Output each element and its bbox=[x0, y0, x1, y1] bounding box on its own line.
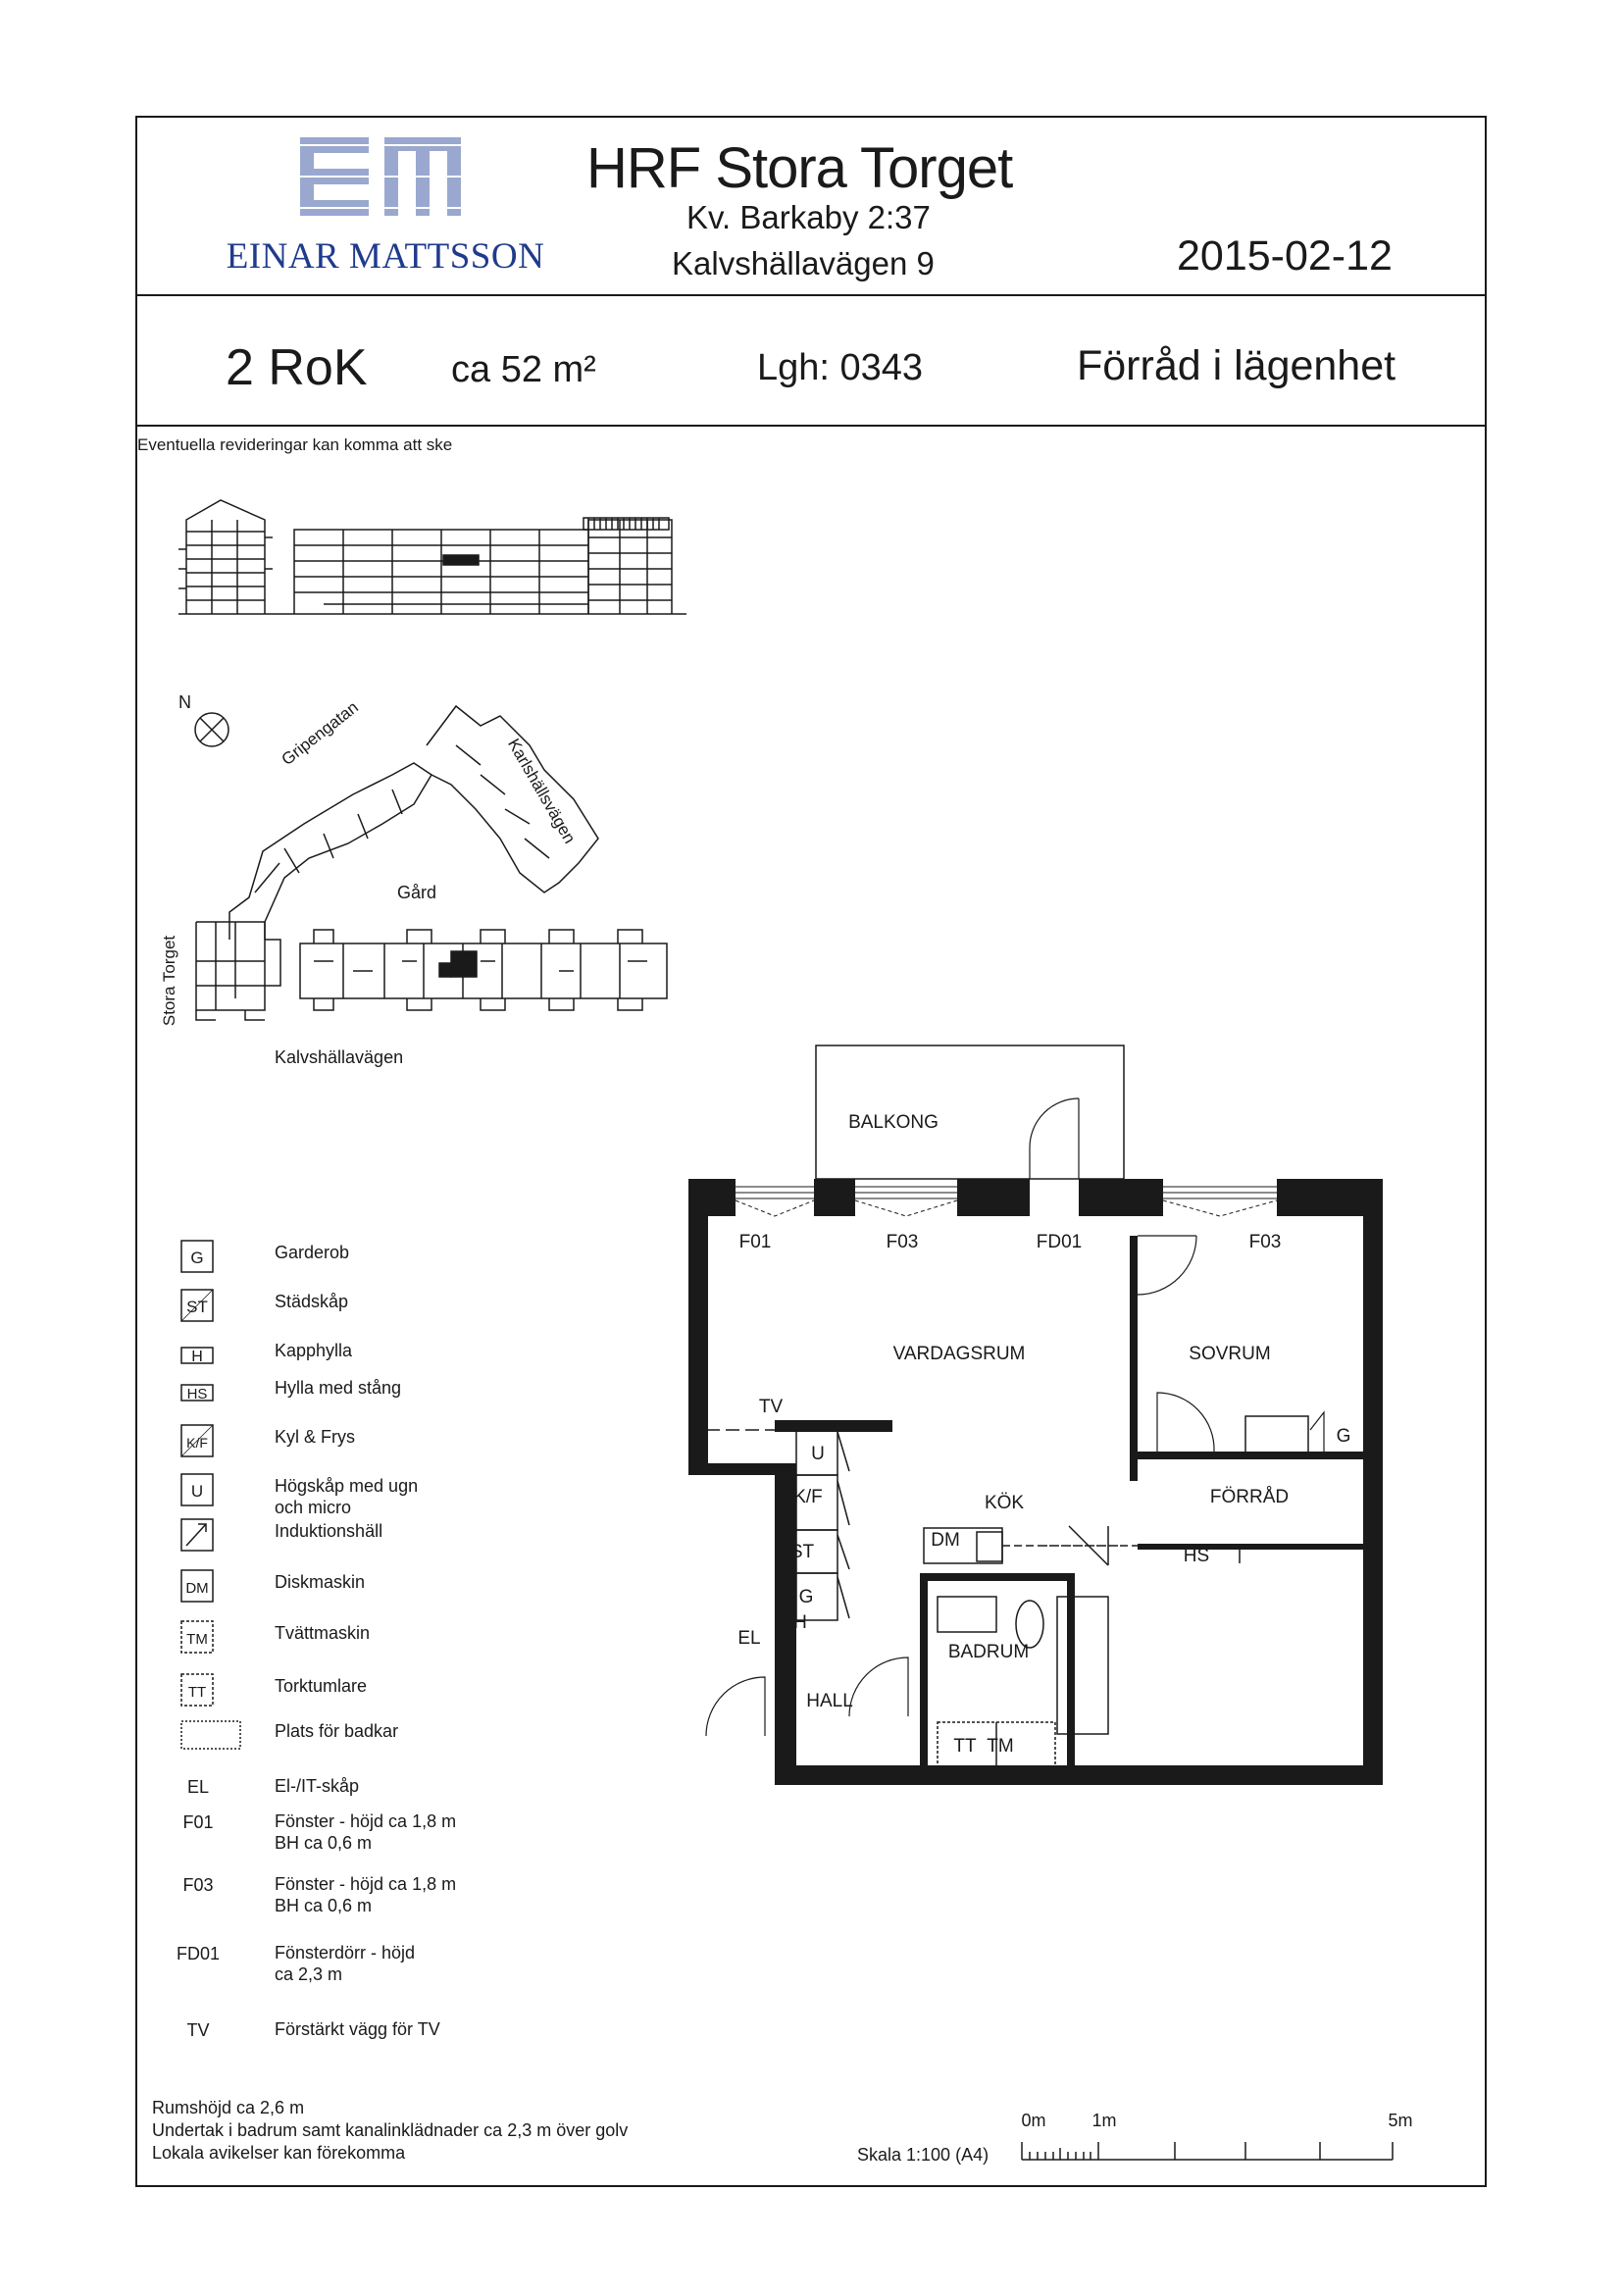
legend-code: F03 bbox=[182, 1875, 214, 1895]
tv-wall-label: TV bbox=[758, 1397, 784, 1417]
storage-note: Förråd i lägenhet bbox=[1077, 342, 1396, 389]
north-label: N bbox=[178, 692, 191, 712]
fridge-freezer-label: K/F bbox=[793, 1487, 823, 1507]
legend-label: Kapphylla bbox=[275, 1341, 353, 1360]
door-label-fd01: FD01 bbox=[1036, 1232, 1083, 1252]
deviation-note: Lokala avikelser kan förekomma bbox=[152, 2143, 406, 2163]
room-label-bathroom: BADRUM bbox=[947, 1642, 1030, 1662]
tumble-dryer-symbol bbox=[177, 1671, 247, 1708]
cleaning-cabinet-label: ST bbox=[789, 1542, 815, 1562]
legend-row bbox=[177, 1471, 510, 1517]
street-label-karlshallsvagen: Karlshällsvägen bbox=[504, 735, 580, 847]
scale-label-1m: 1m bbox=[1091, 2111, 1117, 2130]
legend-label: Diskmaskin bbox=[275, 1572, 366, 1592]
svg-text:K/F: K/F bbox=[186, 1435, 208, 1451]
legend-label: Induktionshäll bbox=[275, 1521, 383, 1541]
induction-hob-symbol bbox=[177, 1516, 247, 1554]
legend-row bbox=[177, 1516, 510, 1555]
room-label-hall: HALL bbox=[806, 1691, 853, 1711]
legend-row bbox=[177, 1771, 510, 1810]
shelf-with-rod-symbol bbox=[177, 1373, 247, 1410]
company-name: EINAR MATTSSON bbox=[226, 236, 545, 277]
legend-row bbox=[177, 1422, 510, 1461]
legend-label: Kyl & Frys bbox=[275, 1427, 356, 1447]
legend-code: TV bbox=[186, 2020, 210, 2040]
shelf-with-rod-label: HS bbox=[1183, 1546, 1210, 1566]
apartment-number: Lgh: 0343 bbox=[757, 347, 924, 388]
legend-label: Fönster - höjd ca 1,8 m BH ca 0,6 m bbox=[275, 1874, 457, 1915]
street-address: Kalvshällavägen 9 bbox=[672, 245, 935, 281]
revision-note: Eventuella revideringar kan komma att ske bbox=[137, 435, 453, 454]
svg-text:HS: HS bbox=[186, 1386, 208, 1402]
legend-label: Fönsterdörr - höjd ca 2,3 m bbox=[275, 1943, 416, 1984]
room-label-kitchen: KÖK bbox=[984, 1493, 1025, 1513]
legend-label: Garderob bbox=[275, 1243, 350, 1262]
scale-bar bbox=[1010, 2109, 1422, 2167]
room-count: 2 RoK bbox=[226, 339, 368, 396]
svg-text:G: G bbox=[190, 1249, 204, 1267]
svg-text:H: H bbox=[191, 1349, 203, 1365]
legend-label: Högskåp med ugn och micro bbox=[275, 1476, 419, 1517]
room-label-storage: FÖRRÅD bbox=[1209, 1487, 1290, 1507]
scale-label-5m: 5m bbox=[1388, 2111, 1413, 2130]
wardrobe-label: G bbox=[798, 1587, 814, 1607]
scale-label: Skala 1:100 (A4) bbox=[857, 2145, 990, 2165]
apartment-area: ca 52 m² bbox=[451, 349, 596, 390]
room-label-balcony: BALKONG bbox=[848, 1112, 939, 1133]
legend-code: EL bbox=[186, 1777, 210, 1797]
window-label-f03-bedroom: F03 bbox=[1248, 1232, 1282, 1252]
apartment-floorplan bbox=[677, 1040, 1402, 1785]
scale-label-0m: 0m bbox=[1021, 2111, 1046, 2130]
legend-row bbox=[177, 2014, 510, 2054]
wardrobe-symbol bbox=[177, 1238, 247, 1275]
legend-row bbox=[177, 1336, 510, 1375]
ceiling-note: Undertak i badrum samt kanalinklädnader ca 2,3 m över golv bbox=[152, 2120, 629, 2140]
legend-row bbox=[177, 1869, 510, 1924]
street-label-kalvshallavagen: Kalvshällavägen bbox=[275, 1047, 404, 1067]
bathtub-space-symbol bbox=[177, 1716, 247, 1754]
legend-row bbox=[177, 1671, 510, 1710]
svg-text:DM: DM bbox=[185, 1580, 209, 1597]
room-height-note: Rumshöjd ca 2,6 m bbox=[152, 2098, 305, 2117]
svg-text:TM: TM bbox=[186, 1631, 208, 1648]
washing-machine-label: TM bbox=[987, 1736, 1014, 1757]
svg-text:TT: TT bbox=[187, 1684, 207, 1701]
legend-row bbox=[177, 1618, 510, 1657]
street-label-gripengatan: Gripengatan bbox=[278, 697, 362, 770]
legend-row bbox=[177, 1373, 510, 1412]
legend-row bbox=[177, 1567, 510, 1606]
legend-label: Fönster - höjd ca 1,8 m BH ca 0,6 m bbox=[275, 1811, 457, 1853]
street-label-stora-torget: Stora Torget bbox=[160, 935, 178, 1027]
legend-label: Hylla med stång bbox=[275, 1378, 402, 1398]
legend-label: Städskåp bbox=[275, 1292, 349, 1311]
legend-label: El-/IT-skåp bbox=[275, 1776, 360, 1796]
fridge-freezer-symbol bbox=[177, 1422, 247, 1459]
room-label-bedroom: SOVRUM bbox=[1189, 1344, 1271, 1364]
legend-label: Torktumlare bbox=[275, 1676, 368, 1696]
legend-row bbox=[177, 1938, 510, 1993]
oven-tower-symbol bbox=[177, 1471, 247, 1508]
summary-divider bbox=[135, 425, 1487, 427]
window-label-f01: F01 bbox=[738, 1232, 772, 1252]
svg-text:ST: ST bbox=[186, 1298, 208, 1316]
dishwasher-label: DM bbox=[931, 1530, 960, 1551]
svg-text:U: U bbox=[190, 1482, 204, 1501]
legend-row bbox=[177, 1807, 510, 1861]
header-divider bbox=[135, 294, 1487, 296]
property-designation: Kv. Barkaby 2:37 bbox=[686, 199, 931, 235]
legend-row bbox=[177, 1238, 510, 1277]
company-logo-mark bbox=[296, 133, 477, 220]
cleaning-cabinet-symbol bbox=[177, 1287, 247, 1324]
sheet-date: 2015-02-12 bbox=[1177, 232, 1393, 280]
coat-rack-label: H bbox=[793, 1612, 807, 1633]
project-title: HRF Stora Torget bbox=[586, 136, 1013, 200]
legend-row bbox=[177, 1287, 510, 1326]
oven-tower-label: U bbox=[811, 1444, 825, 1464]
site-plan bbox=[157, 628, 686, 1079]
washing-machine-symbol bbox=[177, 1618, 247, 1656]
building-elevation bbox=[167, 490, 696, 618]
bedroom-wardrobe-label: G bbox=[1336, 1426, 1351, 1447]
legend-code: FD01 bbox=[176, 1944, 220, 1963]
window-label-f03: F03 bbox=[886, 1232, 919, 1252]
tumble-dryer-label: TT bbox=[953, 1736, 977, 1757]
legend-row bbox=[177, 1716, 510, 1756]
courtyard-label: Gård bbox=[397, 883, 437, 902]
legend-label: Plats för badkar bbox=[275, 1721, 399, 1741]
legend-label: Förstärkt vägg för TV bbox=[275, 2019, 440, 2039]
dishwasher-symbol bbox=[177, 1567, 247, 1605]
room-label-living: VARDAGSRUM bbox=[892, 1344, 1026, 1364]
legend-label: Tvättmaskin bbox=[275, 1623, 371, 1643]
legend-code: F01 bbox=[182, 1812, 214, 1832]
electrical-cabinet-label: EL bbox=[737, 1628, 761, 1649]
coat-rack-symbol bbox=[177, 1336, 247, 1373]
